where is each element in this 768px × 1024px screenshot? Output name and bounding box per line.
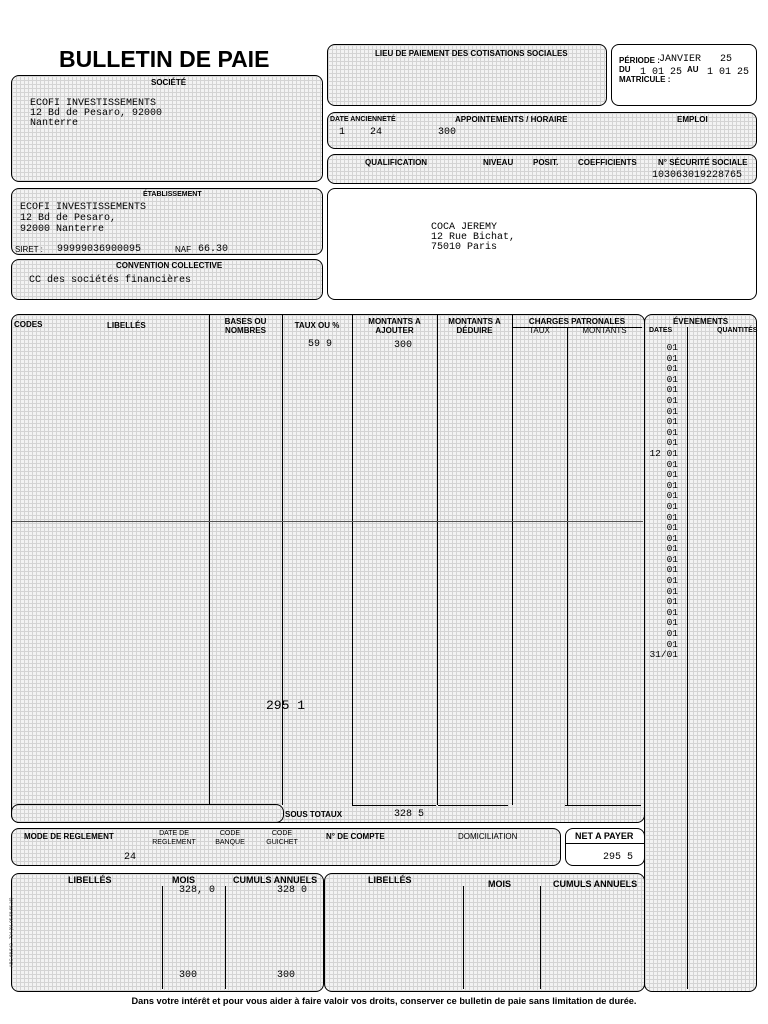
sous-totaux-label: SOUS TOTAUX — [285, 810, 343, 819]
lieu-paiement-box — [327, 44, 607, 106]
secu-label: N° SÉCURITÉ SOCIALE — [658, 158, 748, 167]
evenement-date: 12 01 — [649, 447, 678, 459]
cumuls-left-mois-bottom: 300 — [179, 970, 198, 981]
du-label: DU — [619, 65, 631, 74]
date-anciennete-label: DATE ANCIENNETÉ — [330, 116, 396, 123]
sous-totaux-left-box — [11, 804, 284, 823]
societe-city: Nanterre — [30, 118, 79, 129]
cumuls-left-cumuls: CUMULS ANNUELS — [233, 875, 318, 885]
date-anciennete-value: 1 — [339, 127, 346, 138]
evenement-date: 01 — [666, 500, 678, 512]
evenement-date: 01 — [666, 606, 678, 618]
col-charges: CHARGES PATRONALES — [528, 317, 626, 326]
evenement-date: 01 — [666, 458, 678, 470]
anciennete-box — [327, 112, 757, 149]
evenement-date: 01 — [666, 553, 678, 565]
salarie-address: 12 Rue Bichat, — [431, 232, 516, 243]
naf-value: 66.30 — [198, 244, 229, 255]
periode-label: PÉRIODE : — [619, 56, 660, 65]
societe-box — [11, 75, 323, 182]
lieu-paiement-header: LIEU DE PAIEMENT DES COTISATIONS SOCIALES — [375, 49, 568, 58]
evenements-dates-list — [645, 343, 687, 661]
evenement-date: 01 — [666, 416, 678, 428]
siret-value: 99999036900095 — [57, 244, 142, 255]
evenement-date: 01 — [666, 490, 678, 502]
appointements-value: 300 — [438, 127, 457, 138]
etablissement-address: 12 Bd de Pesaro, — [20, 213, 117, 224]
lignes-table — [11, 314, 645, 823]
dates-label: DATES — [649, 327, 673, 334]
cumuls-left-cumul-bottom: 300 — [277, 970, 296, 981]
emploi-label: EMPLOI — [677, 115, 708, 124]
appointements-label: APPOINTEMENTS / HORAIRE — [455, 115, 568, 124]
evenement-date: 01 — [666, 479, 678, 491]
evenement-date: 01 — [666, 437, 678, 449]
evenement-date: 01 — [666, 373, 678, 385]
societe-header: SOCIÉTÉ — [151, 78, 187, 87]
sous-totaux-value: 328 5 — [394, 809, 425, 820]
evenement-date: 01 — [666, 363, 678, 375]
posit-label: POSIT. — [533, 158, 559, 167]
evenement-date: 01 — [666, 543, 678, 555]
taux-value: 59 9 — [308, 339, 333, 350]
etablissement-box — [11, 188, 323, 255]
cumuls-left-mois-top: 328, 0 — [179, 885, 216, 896]
middle-value: 295 1 — [266, 698, 306, 713]
evenement-date: 01 — [666, 596, 678, 608]
date-reglement-label: DATE DE REGLEMENT — [152, 830, 196, 846]
page-title: BULLETIN DE PAIE — [59, 46, 270, 72]
evenement-date: 01 — [666, 575, 678, 587]
salarie-box — [327, 188, 757, 300]
cumuls-left-box — [8, 873, 324, 992]
cumuls-left-mois: MOIS — [172, 875, 196, 885]
etablissement-name: ECOFI INVESTISSEMENTS — [20, 202, 147, 213]
col-charges-taux: TAUX — [529, 326, 550, 335]
mode-reglement-label: MODE DE REGLEMENT — [24, 832, 114, 841]
evenement-date: 01 — [666, 405, 678, 417]
convention-box — [11, 259, 323, 300]
evenement-date: 01 — [666, 532, 678, 544]
ajouter-value: 300 — [394, 340, 413, 351]
code-banque-label: CODE BANQUE — [215, 830, 245, 846]
compte-label: N° DE COMPTE — [326, 832, 385, 841]
evenement-date: 01 — [666, 522, 678, 534]
naf-label: NAF — [175, 245, 191, 254]
du-value: 1 01 25 — [640, 67, 683, 78]
evenements-header: ÉVENEMENTS — [672, 317, 729, 326]
au-label: AU — [687, 65, 699, 74]
siret-label: SIRET : — [15, 245, 43, 254]
horaire-value: 24 — [370, 127, 383, 138]
cumuls-right-libelles: LIBELLÉS — [368, 875, 412, 885]
evenement-date: 01 — [666, 638, 678, 650]
code-guichet-label: CODE GUICHET — [266, 830, 298, 846]
etablissement-city: 92000 Nanterre — [20, 224, 105, 235]
evenement-date: 01 — [666, 628, 678, 640]
date-reglement-value: 24 — [124, 852, 137, 863]
secu-value: 103063019228765 — [652, 170, 743, 181]
evenements-box — [644, 314, 757, 992]
net-a-payer-box — [565, 828, 645, 866]
evenement-date: 01 — [666, 352, 678, 364]
evenement-date: 01 — [666, 469, 678, 481]
footer-note: Dans votre intérêt et pour vous aider à faire valoir vos droits, conserver ce bulletin de paie sans limitation de durée. — [131, 996, 637, 1006]
niveau-label: NIVEAU — [483, 158, 514, 167]
net-a-payer-value: 295 5 — [603, 852, 634, 863]
domiciliation-label: DOMICILIATION — [458, 832, 518, 841]
col-charges-montants: MONTANTS — [582, 326, 627, 335]
societe-address: 12 Bd de Pesaro, 92000 — [30, 108, 163, 119]
evenement-date: 01 — [666, 342, 678, 353]
matricule-label: MATRICULE : — [619, 75, 671, 84]
evenement-date: 01 — [666, 426, 678, 438]
cumuls-right-mois: MOIS — [488, 879, 512, 889]
periode-year: 25 — [720, 54, 733, 65]
col-codes: CODES — [14, 320, 43, 329]
cumuls-right-box — [324, 873, 645, 992]
convention-value: CC des sociétés financières — [29, 275, 192, 286]
col-deduire: MONTANTS A DÉDUIRE — [448, 317, 501, 335]
societe-name: ECOFI INVESTISSEMENTS — [30, 98, 157, 109]
evenement-date: 01 — [666, 564, 678, 576]
etablissement-header: ÉTABLISSEMENT — [143, 191, 202, 198]
col-bases: BASES OU NOMBRES — [224, 317, 267, 335]
periode-box — [611, 44, 757, 106]
salarie-name: COCA JEREMY — [431, 222, 498, 233]
evenement-date: 01 — [666, 394, 678, 406]
evenement-date: 01 — [666, 585, 678, 597]
convention-header: CONVENTION COLLECTIVE — [116, 261, 223, 270]
col-taux: TAUX OU % — [294, 321, 340, 330]
net-a-payer-label: NET A PAYER — [575, 831, 634, 841]
evenement-date: 01 — [666, 384, 678, 396]
cumuls-left-cumul-top: 328 0 — [277, 885, 308, 896]
col-libelles: LIBELLÉS — [107, 321, 146, 330]
au-value: 1 01 25 — [707, 67, 750, 78]
coefficients-label: COEFFICIENTS — [578, 158, 637, 167]
col-ajouter: MONTANTS A AJOUTER — [368, 317, 421, 335]
qualification-label: QUALIFICATION — [365, 158, 428, 167]
cumuls-left-libelles: LIBELLÉS — [68, 875, 112, 885]
evenement-date: 01 — [666, 511, 678, 523]
qualification-box — [327, 154, 757, 184]
side-code: ABC 68.542 - 794 (01.05.58.65.16) — [8, 897, 14, 968]
reglement-box — [11, 828, 561, 866]
evenement-date: 01 — [666, 617, 678, 629]
quantites-label: QUANTITÉS — [717, 327, 758, 334]
periode-value: JANVIER — [659, 54, 702, 65]
cumuls-right-cumuls: CUMULS ANNUELS — [553, 879, 638, 889]
evenement-date: 31/01 — [649, 649, 678, 661]
salarie-city: 75010 Paris — [431, 242, 498, 253]
